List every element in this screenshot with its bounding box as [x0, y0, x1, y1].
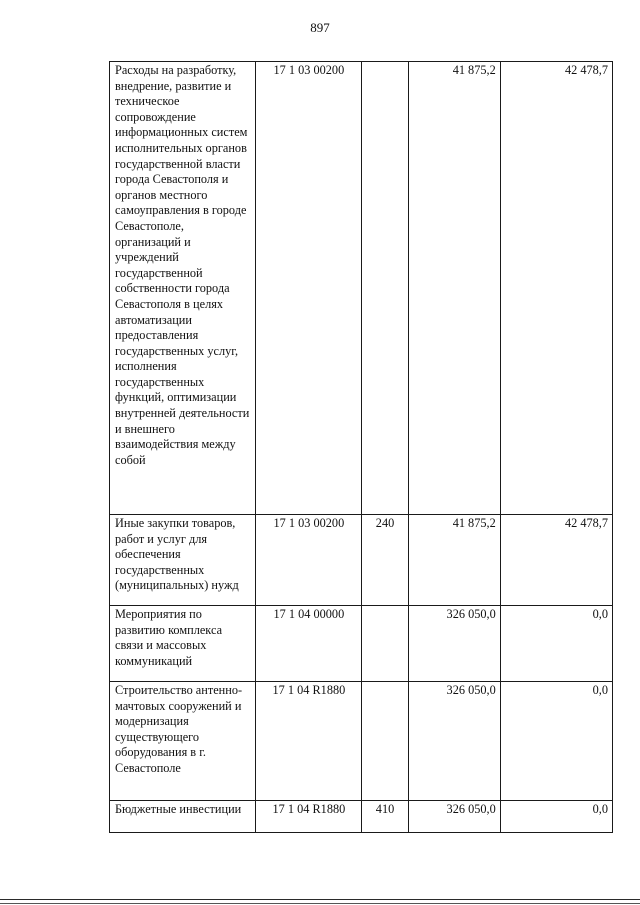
amount-second-cell: 0,0	[500, 801, 612, 833]
description-cell: Расходы на разработку, внедрение, развитие и техническое сопровождение информационных систем исполнительных органов государственной власти города Севастополя и органов местного самоуправления в городе Севастополе, организаций и учреждений государственной собственности города Севастополя в целях автоматизации предоставления государственных услуг, исполнения государственных функций, оптимизации внутренней деятельности и внешнего взаимодействия между собой	[110, 62, 256, 515]
description-cell: Иные закупки товаров, работ и услуг для обеспечения государственных (муниципальных) нужд	[110, 515, 256, 606]
table-row	[110, 62, 613, 515]
amount-second-cell: 0,0	[500, 606, 612, 682]
amount-second-cell: 0,0	[500, 682, 612, 801]
table-row	[110, 801, 613, 833]
amount-first-cell: 326 050,0	[408, 801, 500, 833]
amount-first-cell: 41 875,2	[408, 62, 500, 515]
expense-type-cell: 410	[362, 801, 408, 833]
expense-type-cell	[362, 682, 408, 801]
expense-type-cell: 240	[362, 515, 408, 606]
table-row	[110, 515, 613, 606]
page-number: 897	[310, 20, 330, 35]
target-code-cell: 17 1 04 R1880	[256, 682, 362, 801]
table-row	[110, 682, 613, 801]
page-edge-line	[0, 899, 640, 900]
amount-second-cell: 42 478,7	[500, 62, 612, 515]
amount-first-cell: 41 875,2	[408, 515, 500, 606]
target-code-cell: 17 1 04 00000	[256, 606, 362, 682]
budget-table	[109, 61, 613, 833]
table-row	[110, 606, 613, 682]
target-code-cell: 17 1 03 00200	[256, 515, 362, 606]
amount-first-cell: 326 050,0	[408, 606, 500, 682]
amount-first-cell: 326 050,0	[408, 682, 500, 801]
target-code-cell: 17 1 03 00200	[256, 62, 362, 515]
description-cell: Строительство антенно-мачтовых сооружений и модернизация существующего оборудования в г. Севастополе	[110, 682, 256, 801]
page-edge-line	[0, 903, 640, 904]
amount-second-cell: 42 478,7	[500, 515, 612, 606]
description-cell: Мероприятия по развитию комплекса связи и массовых коммуникаций	[110, 606, 256, 682]
description-cell: Бюджетные инвестиции	[110, 801, 256, 833]
target-code-cell: 17 1 04 R1880	[256, 801, 362, 833]
expense-type-cell	[362, 62, 408, 515]
expense-type-cell	[362, 606, 408, 682]
